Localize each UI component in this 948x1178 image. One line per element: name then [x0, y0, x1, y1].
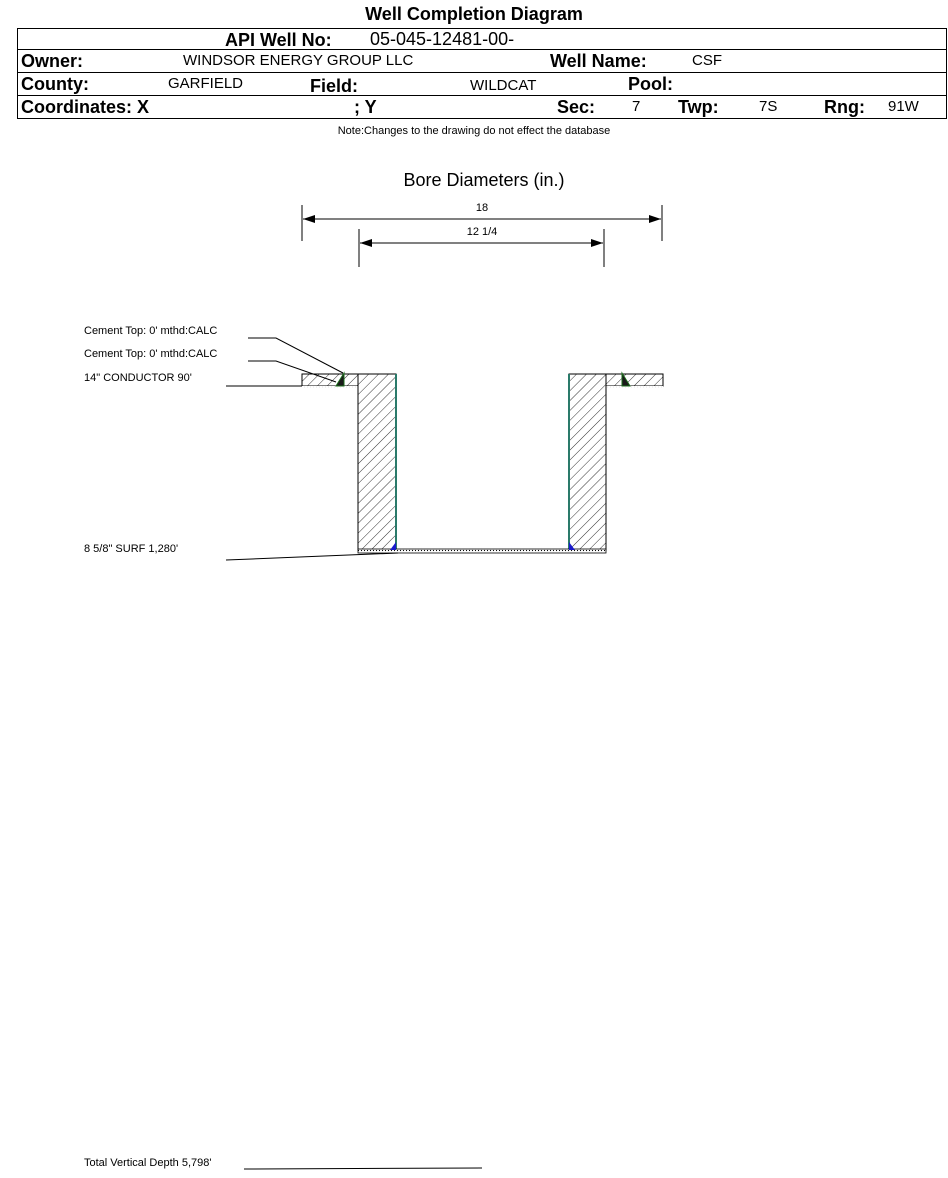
api-label: API Well No: — [225, 30, 332, 50]
owner-label: Owner: — [21, 51, 84, 71]
well-name-label: Well Name: — [550, 51, 647, 71]
conductor-shoe-left — [302, 386, 358, 388]
field-value: WILDCAT — [470, 77, 537, 94]
total-depth-label: Total Vertical Depth 5,798' — [84, 1157, 212, 1169]
page-title: Well Completion Diagram — [365, 4, 583, 24]
cement-top-label-1: Cement Top: 0' mthd:CALC — [84, 325, 218, 337]
total-depth-leader — [244, 1168, 482, 1169]
well-name-value: CSF — [692, 52, 722, 69]
county-value: GARFIELD — [168, 75, 244, 92]
rng-value: 91W — [888, 98, 919, 115]
pool-label: Pool: — [628, 74, 673, 94]
surface-casing-leader — [226, 553, 398, 560]
surface-casing-label: 8 5/8" SURF 1,280' — [84, 543, 179, 555]
surface-cement-right — [569, 374, 606, 550]
coords-x-label: Coordinates: X — [21, 97, 150, 117]
field-label: Field: — [310, 76, 358, 96]
surface-cement-left — [358, 374, 396, 550]
twp-value: 7S — [759, 98, 778, 115]
county-label: County: — [21, 74, 89, 94]
owner-value: WINDSOR ENERGY GROUP LLC — [183, 52, 414, 69]
api-value: 05-045-12481-00- — [370, 29, 515, 49]
bore-outer-label: 18 — [475, 202, 489, 214]
database-note: Note:Changes to the drawing do not effect the database — [337, 125, 611, 137]
twp-label: Twp: — [678, 97, 719, 117]
conductor-shoe-right — [606, 386, 663, 388]
coords-y-label: ; Y — [354, 97, 377, 117]
bore-diameters-title: Bore Diameters (in.) — [403, 170, 565, 190]
bore-inner-label: 12 1/4 — [466, 226, 498, 238]
sec-label: Sec: — [557, 97, 596, 117]
sec-value: 7 — [632, 98, 641, 115]
cement-top-label-2: Cement Top: 0' mthd:CALC — [84, 348, 218, 360]
rng-label: Rng: — [824, 97, 865, 117]
conductor-label: 14" CONDUCTOR 90' — [84, 372, 192, 384]
conductor-cement-right — [606, 374, 663, 386]
